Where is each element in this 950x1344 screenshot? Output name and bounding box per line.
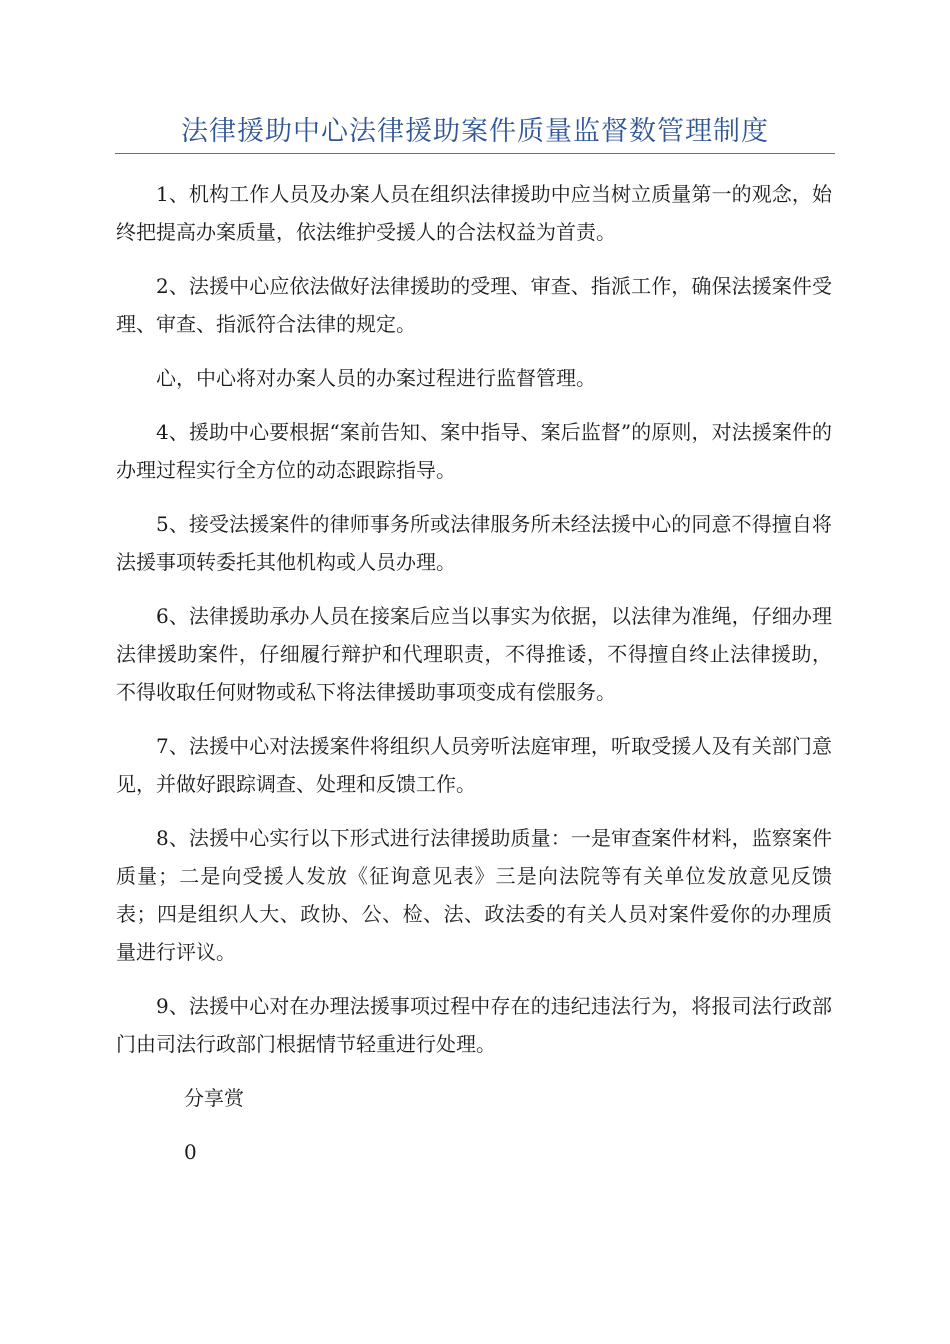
document-body	[116, 175, 832, 1187]
paragraph-2: 2、法援中心应依法做好法律援助的受理、审查、指派工作，确保法援案件受理、审查、指派符合法律的规定。	[116, 274, 832, 336]
paragraph-4: 4、援助中心要根据“案前告知、案中指导、案后监督”的原则，对法援案件的办理过程实行全方位的动态跟踪指导。	[116, 420, 832, 482]
share-label[interactable]: 分享赏	[184, 1086, 244, 1110]
paragraph-5: 5、接受法援案件的律师事务所或法律服务所未经法援中心的同意不得擅自将法援事项转委托其他机构或人员办理。	[116, 512, 832, 574]
paragraph-7: 7、法援中心对法援案件将组织人员旁听法庭审理，听取受援人及有关部门意见，并做好跟踪调查、处理和反馈工作。	[116, 734, 832, 796]
document-title: 法律援助中心法律援助案件质量监督数管理制度	[181, 116, 769, 147]
paragraph-9: 9、法援中心对在办理法援事项过程中存在的违纪违法行为，将报司法行政部门由司法行政部门根据情节轻重进行处理。	[116, 994, 832, 1056]
paragraph-3: 心，中心将对办案人员的办案过程进行监督管理。	[156, 366, 596, 390]
share-count: 0	[184, 1140, 197, 1164]
title-underline	[115, 153, 835, 154]
paragraph-1: 1、机构工作人员及办案人员在组织法律援助中应当树立质量第一的观念，始终把提高办案质量，依法维护受援人的合法权益为首责。	[116, 182, 832, 244]
paragraph-6: 6、法律援助承办人员在接案后应当以事实为依据，以法律为准绳，仔细办理法律援助案件，仔细履行辩护和代理职责，不得推诿，不得擅自终止法律援助，不得收取任何财物或私下将法律援助事项变成有偿服务。	[116, 604, 832, 704]
paragraph-8: 8、法援中心实行以下形式进行法律援助质量：一是审查案件材料，监察案件质量；二是向受援人发放《征询意见表》三是向法院等有关单位发放意见反馈表；四是组织人大、政协、公、检、法、政法委的有关人员对案件爱你的办理质量进行评议。	[116, 826, 832, 964]
